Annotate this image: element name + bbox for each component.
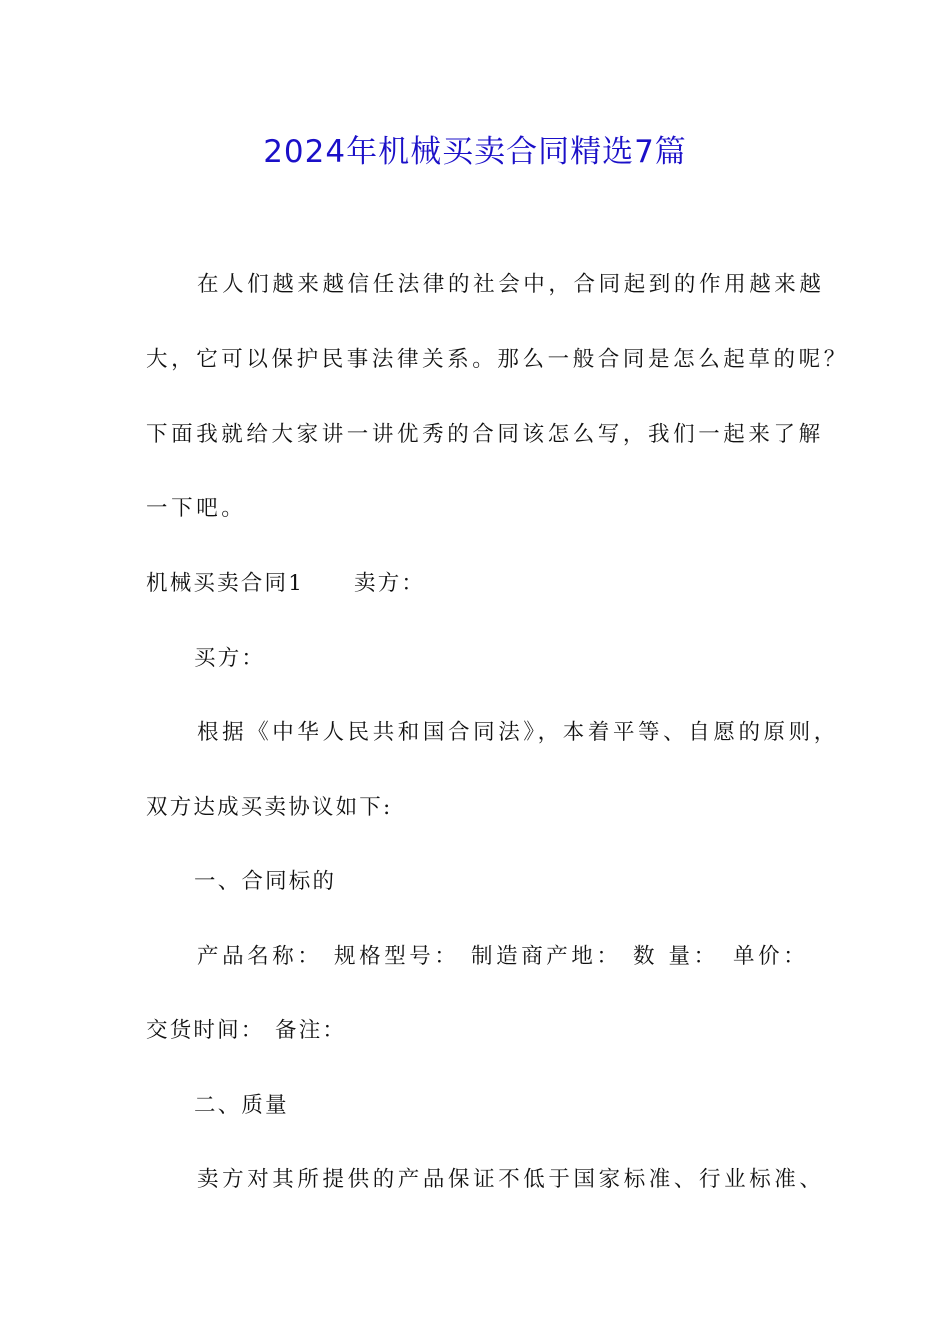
intro-paragraph-line: [0, 415, 950, 455]
field-product-name: 产品名称：: [197, 944, 323, 969]
basis-text: 双方达成买卖协议如下:: [146, 795, 393, 820]
section1-heading: 一、合同标的: [194, 869, 337, 894]
section-heading-row: [0, 862, 950, 902]
buyer-label: 买方：: [194, 646, 266, 671]
field-remarks: 备注：: [275, 1018, 347, 1043]
basis-paragraph-line: [0, 713, 950, 753]
contract-heading: 机械买卖合同1: [146, 571, 305, 596]
intro-text: 下面我就给大家讲一讲优秀的合同该怎么写，我们一起来了解: [146, 422, 824, 447]
contract-heading-row: [0, 564, 950, 604]
section2-heading: 二、质量: [194, 1093, 289, 1118]
fields-row: [0, 937, 950, 977]
basis-paragraph-line: [0, 788, 950, 828]
quality-paragraph-line: [0, 1160, 950, 1200]
seller-label: 卖方：: [354, 571, 426, 596]
intro-text: 在人们越来越信任法律的社会中，合同起到的作用越来越: [197, 272, 825, 297]
field-delivery-time: 交货时间：: [146, 1018, 265, 1043]
field-spec-model: 规格型号：: [334, 944, 460, 969]
intro-text: 一下吧。: [146, 496, 247, 521]
quality-text: 卖方对其所提供的产品保证不低于国家标准、行业标准、: [197, 1167, 825, 1192]
field-unit-price: 单价：: [733, 944, 809, 969]
section-heading-row: [0, 1086, 950, 1126]
field-manufacturer-origin: 制造商产地：: [471, 944, 622, 969]
fields-row: [0, 1011, 950, 1051]
intro-paragraph-line: [0, 340, 950, 380]
intro-paragraph-line: [0, 265, 950, 305]
intro-text: 大，它可以保护民事法律关系。那么一般合同是怎么起草的呢？: [146, 347, 849, 372]
document-title: 2024年机械买卖合同精选7篇: [263, 134, 687, 170]
field-quantity: 数 量：: [633, 944, 719, 969]
buyer-row: [0, 639, 950, 679]
intro-paragraph-line: [0, 489, 950, 529]
basis-text: 根据《中华人民共和国合同法》，本着平等、自愿的原则，: [197, 720, 839, 745]
